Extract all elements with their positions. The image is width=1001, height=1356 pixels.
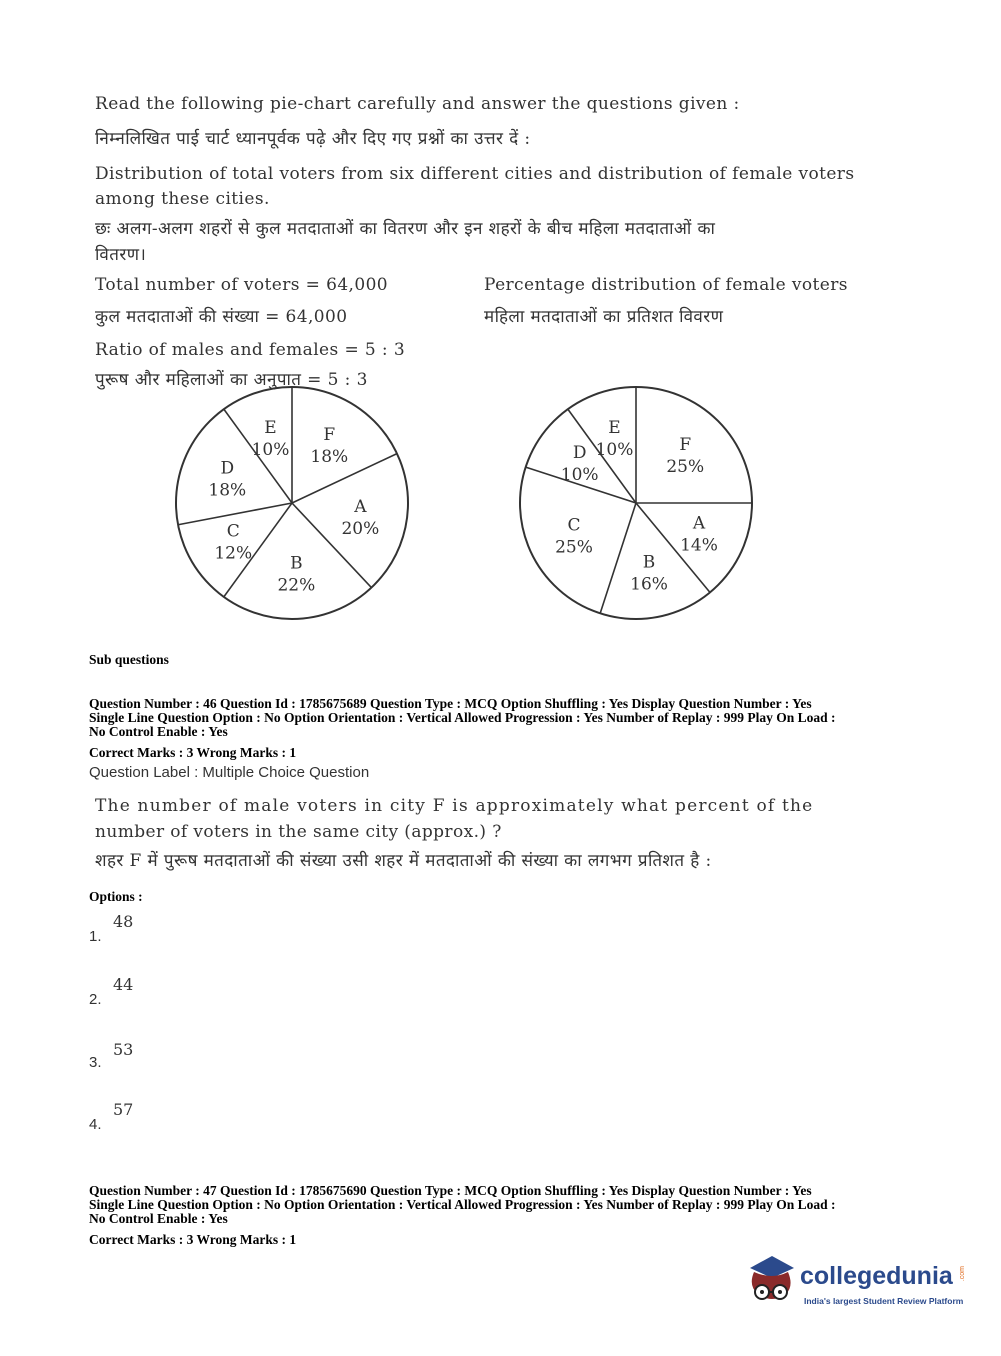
option-4-number: 4.: [89, 1116, 102, 1133]
pie-slice-value-d: 18%: [208, 480, 247, 501]
pie-slice-value-d: 10%: [560, 465, 599, 486]
pie-slice-label-f: F: [323, 425, 336, 446]
q47-meta-line1: Question Number : 47 Question Id : 1785675690 Question Type : MCQ Option Shuffling : Yes Display Question Number : Yes: [89, 1183, 812, 1198]
option-1-value: 48: [113, 912, 134, 931]
logo-tagline: India's largest Student Review Platform: [804, 1296, 964, 1306]
description-hi-line1: छः अलग-अलग शहरों से कुल मतदाताओं का वितरण और इन शहरों के बीच महिला मतदाताओं का: [95, 219, 716, 239]
pie-slice-label-c: C: [226, 521, 240, 542]
pie-slice-value-f: 18%: [310, 447, 349, 468]
description-en-line1: Distribution of total voters from six different cities and distribution of female voters: [95, 164, 855, 184]
option-1-number: 1.: [89, 928, 102, 945]
option-3-number: 3.: [89, 1054, 102, 1071]
pie-slice-label-b: B: [290, 553, 303, 574]
total-voters-pie-chart: [150, 385, 450, 635]
ratio-hi: पुरूष और महिलाओं का अनुपात = 5 : 3: [95, 370, 368, 390]
logo-name: collegedunia: [800, 1262, 953, 1290]
pie-slice-value-f: 25%: [666, 456, 705, 477]
q46-meta-line1: Question Number : 46 Question Id : 1785675689 Question Type : MCQ Option Shuffling : Yes Display Question Number : Yes: [89, 696, 812, 711]
description-en-line2: among these cities.: [95, 189, 270, 209]
option-3-value: 53: [113, 1040, 134, 1059]
logo-suffix: .com: [959, 1266, 966, 1282]
pie-slice-label-d: D: [572, 443, 587, 464]
pie-slice-label-e: E: [608, 417, 621, 438]
total-voters-hi: कुल मतदाताओं की संख्या = 64,000: [95, 307, 348, 327]
pie-slice-value-b: 22%: [277, 575, 316, 596]
pie-slice-value-c: 12%: [214, 543, 253, 564]
intro-hi: निम्नलिखित पाई चार्ट ध्यानपूर्वक पढ़े और दिए गए प्रश्नों का उत्तर दें :: [95, 129, 531, 149]
pie-slice-label-c: C: [567, 515, 581, 536]
option-4-value: 57: [113, 1100, 134, 1119]
q46-question-label: Question Label : Multiple Choice Question: [89, 764, 370, 781]
pie-slice-label-a: A: [354, 497, 367, 518]
pie-slice-value-a: 20%: [341, 519, 380, 540]
option-2-value: 44: [113, 975, 134, 994]
mascot-icon: [742, 1250, 802, 1308]
female-distribution-title-en: Percentage distribution of female voters: [484, 275, 848, 295]
pie-slice-value-b: 16%: [630, 574, 668, 595]
q47-marks: Correct Marks : 3 Wrong Marks : 1: [89, 1232, 297, 1247]
options-label: Options :: [89, 889, 143, 904]
female-voters-pie-chart: [500, 385, 780, 635]
pie-slice-label-d: D: [220, 458, 235, 479]
ratio-en: Ratio of males and females = 5 : 3: [95, 340, 406, 360]
intro-en: Read the following pie-chart carefully and answer the questions given :: [95, 94, 740, 114]
q46-meta-line3: No Control Enable : Yes: [89, 724, 228, 739]
q46-marks: Correct Marks : 3 Wrong Marks : 1: [89, 745, 297, 760]
q47-meta-line3: No Control Enable : Yes: [89, 1211, 228, 1226]
pie-slice-label-b: B: [642, 552, 656, 573]
female-distribution-title-hi: महिला मतदाताओं का प्रतिशत विवरण: [484, 307, 724, 327]
pie-slice-label-e: E: [264, 417, 277, 438]
option-2-number: 2.: [89, 991, 102, 1008]
collegedunia-logo[interactable]: [742, 1250, 972, 1310]
pie-slice-value-e: 10%: [595, 439, 634, 460]
pie-slice-value-c: 25%: [555, 537, 593, 558]
total-voters-en: Total number of voters = 64,000: [95, 275, 388, 295]
pie-slice-value-e: 10%: [251, 439, 290, 460]
pie-slice-value-a: 14%: [680, 535, 718, 556]
description-hi-line2: वितरण।: [95, 245, 147, 265]
pie-slice-label-f: F: [679, 434, 692, 455]
q47-meta-line2: Single Line Question Option : No Option Orientation : Vertical Allowed Progression : Yes Number of Replay : 999 Play On Load :: [89, 1197, 836, 1212]
pie-slice-boundary: [600, 503, 636, 613]
q46-text-en-line2: number of voters in the same city (approx.) ?: [95, 822, 502, 842]
sub-questions-heading: Sub questions: [89, 652, 169, 667]
q46-meta-line2: Single Line Question Option : No Option Orientation : Vertical Allowed Progression : Yes Number of Replay : 999 Play On Load :: [89, 710, 836, 725]
pie-slice-label-a: A: [692, 513, 706, 534]
q46-text-hi: शहर F में पुरूष मतदाताओं की संख्या उसी शहर में मतदाताओं की संख्या का लगभग प्रतिशत है :: [95, 851, 712, 871]
q46-text-en-line1: The number of male voters in city F is approximately what percent of the: [95, 796, 814, 816]
